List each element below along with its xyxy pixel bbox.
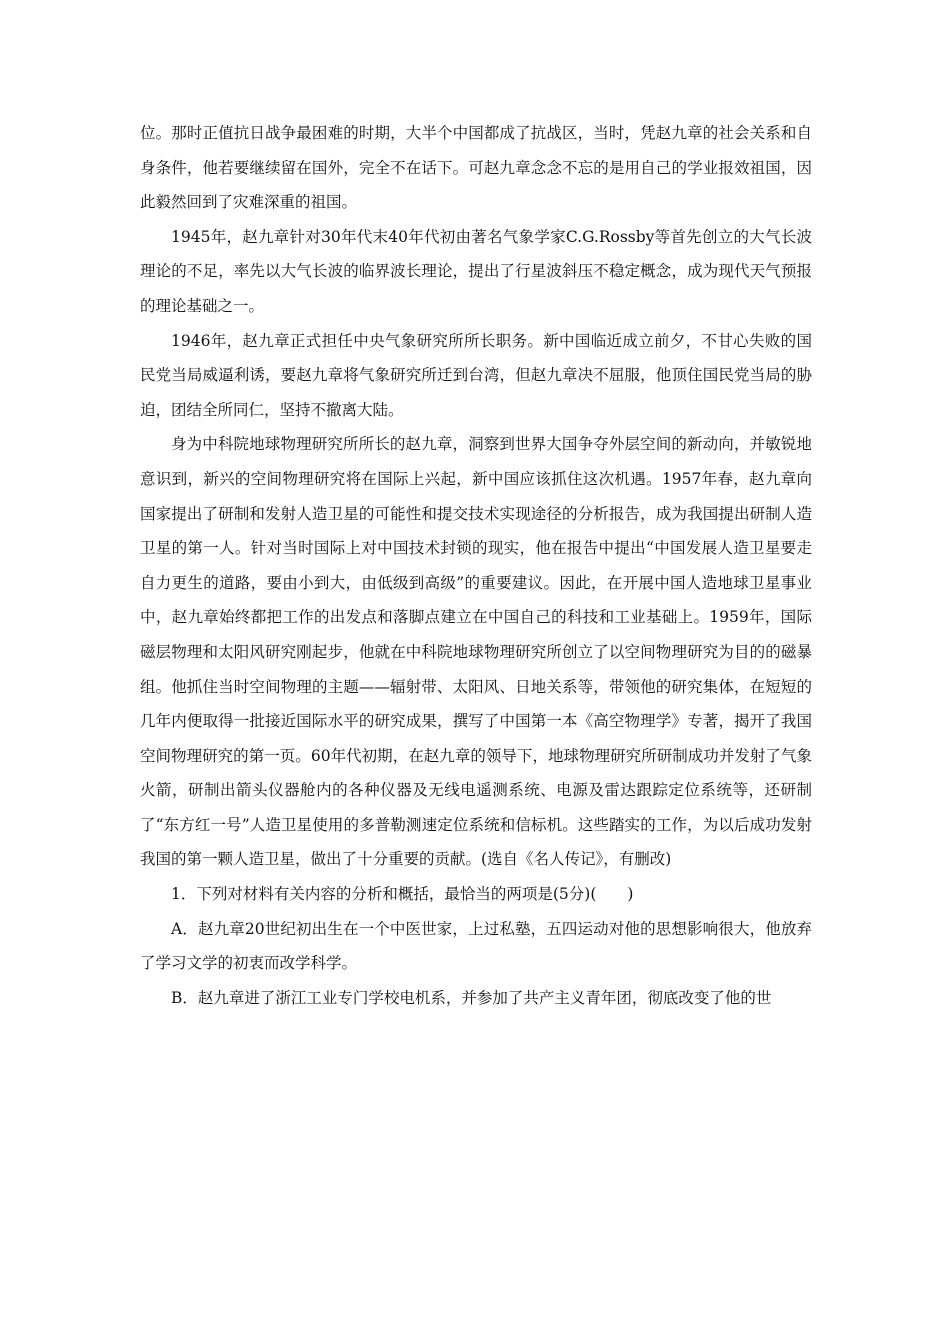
paragraph-1945: 1945年，赵九章针对30年代末40年代初由著名气象学家C.G.Rossby等首先创立的大气长波理论的不足，率先以大气长波的临界波长理论，提出了行星波斜压不稳定概念，成为现代天气预报的理论基础之一。 — [140, 227, 812, 315]
question-1: 1．下列对材料有关内容的分析和概括，最恰当的两项是(5分)( ) — [171, 885, 634, 904]
paragraph-continuation: 位。那时正值抗日战争最困难的时期，大半个中国都成了抗战区，当时，凭赵九章的社会关系和自身条件，他若要继续留在国外，完全不在话下。可赵九章念念不忘的是用自己的学业报效祖国，因此毅然回到了灾难深重的祖国。 — [140, 124, 812, 212]
paragraph-1946: 1946年，赵九章正式担任中央气象研究所所长职务。新中国临近成立前夕，不甘心失败的国民党当局威逼利诱，要赵九章将气象研究所迁到台湾，但赵九章决不屈服，他顶住国民党当局的胁迫，团结全所同仁，坚持不撤离大陆。 — [140, 331, 812, 419]
document-page — [140, 116, 812, 1015]
option-a: A．赵九章20世纪初出生在一个中医世家，上过私塾，五四运动对他的思想影响很大，他放弃了学习文学的初衷而改学科学。 — [140, 919, 812, 973]
option-b: B．赵九章进了浙江工业专门学校电机系，并参加了共产主义青年团，彻底改变了他的世 — [171, 988, 772, 1007]
paragraph-space-physics: 身为中科院地球物理研究所所长的赵九章，洞察到世界大国争夺外层空间的新动向，并敏锐地意识到，新兴的空间物理研究将在国际上兴起，新中国应该抓住这次机遇。1957年春，赵九章向国家提出了研制和发射人造卫星的可能性和提交技术实现途径的分析报告，成为我国提出研制人造卫星的第一人。针对当时国际上对中国技术封锁的现实，他在报告中提出“中国发展人造卫星要走自力更生的道路，要由小到大，由低级到高级”的重要建议。因此，在开展中国人造地球卫星事业中，赵九章始终都把工作的出发点和落脚点建立在中国自己的科技和工业基础上。1959年，国际磁层物理和太阳风研究刚起步，他就在中科院地球物理研究所创立了以空间物理研究为目的的磁暴组。他抓住当时空间物理的主题——辐射带、太阳风、日地关系等，带领他的研究集体，在短短的几年内便取得一批接近国际水平的研究成果，撰写了中国第一本《高空物理学》专著，揭开了我国空间物理研究的第一页。60年代初期，在赵九章的领导下，地球物理研究所研制成功并发射了气象火箭，研制出箭头仪器舱内的各种仪器及无线电遥测系统、电源及雷达跟踪定位系统等，还研制了“东方红一号”人造卫星使用的多普勒测速定位系统和信标机。这些踏实的工作，为以后成功发射我国的第一颗人造卫星，做出了十分重要的贡献。(选自《名人传记》，有删改) — [140, 435, 812, 869]
